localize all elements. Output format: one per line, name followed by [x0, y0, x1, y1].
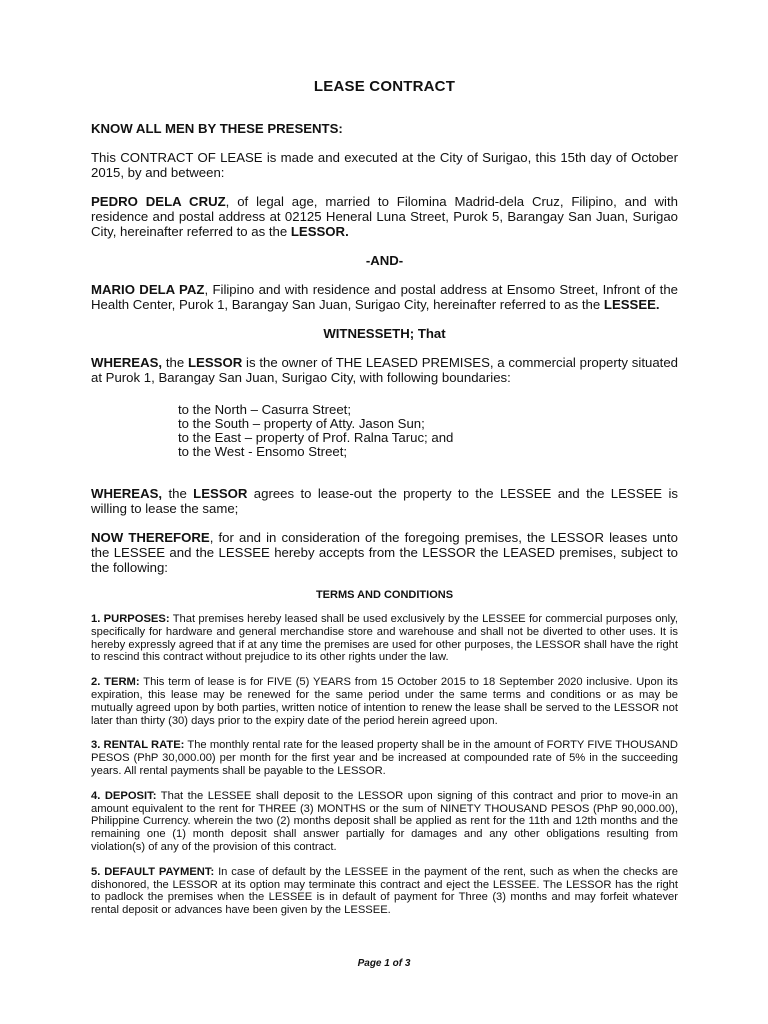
- lessor-details: , of legal age, married to Filomina Madrid-dela Cruz, Filipino, and with residence and postal address at 02125 Heneral Luna Street, Purok 5, Barangay San Juan, Surigao City, hereinafter referred to as the: [91, 194, 678, 239]
- whereas-agree-paragraph: [91, 486, 678, 516]
- term-deposit: [91, 790, 678, 854]
- term-purposes: [91, 613, 678, 664]
- whereas-text: agrees to lease-out the property to the LESSEE and the LESSEE is willing to lease the same;: [91, 486, 678, 516]
- term-label: 5. DEFAULT PAYMENT:: [91, 865, 215, 878]
- now-therefore-paragraph: [91, 530, 678, 575]
- terms-heading: TERMS AND CONDITIONS: [315, 589, 454, 601]
- term-text: In case of default by the LESSEE in the payment of the rent, such as when the checks are dishonored, the LESSOR at its option may terminate this contract and eject the LESSEE. The LESSOR has the right to padlock the premises when the LESSEE is in default of payment for Three (3) months and may forfeit whatever rental deposit or advances have been given by the LESSEE.: [91, 865, 678, 917]
- term-label: 1. PURPOSES:: [91, 613, 170, 625]
- document-title: LEASE CONTRACT: [313, 78, 456, 95]
- term-text: The monthly rental rate for the leased property shall be in the amount of FORTY FIVE THOUSAND PESOS (PhP 30,000.00) per month for the first year and be increased at compounded rate of 5% in the succeeding years. All rental payments shall be payable to the LESSOR.: [91, 739, 678, 777]
- lessor-name: PEDRO DELA CRUZ: [91, 194, 226, 209]
- witnesseth-heading: WITNESSETH; That: [323, 326, 446, 341]
- intro-paragraph: This CONTRACT OF LEASE is made and executed at the City of Surigao, this 15th day of October 2015, by and between:: [91, 150, 678, 180]
- whereas-connector: the: [162, 486, 194, 501]
- whereas-party: LESSOR: [188, 355, 243, 370]
- lessor-role: LESSOR.: [290, 224, 349, 239]
- boundary-west: to the West - Ensomo Street;: [178, 444, 348, 459]
- and-separator: -AND-: [365, 253, 404, 268]
- term-text: That the LESSEE shall deposit to the LESSOR upon signing of this contract and prior to move-in an amount equivalent to the rent for THREE (3) MONTHS or the sum of NINETY THOUSAND PESOS (PhP 90,000.00), Philippine Currency. wherein the two (2) months deposit shall be applied as rent for the 11th and 12th months and the remaining one (1) month deposit shall answer partially for damages and any other obligations resulting from violation(s) of any of the provision of this contract.: [91, 789, 678, 853]
- lessee-name: MARIO DELA PAZ: [91, 282, 205, 297]
- boundaries-list: [91, 403, 678, 459]
- term-default-payment: [91, 866, 678, 917]
- page-number-footer: Page 1 of 3: [357, 958, 411, 969]
- term-label: 3. RENTAL RATE:: [91, 739, 185, 752]
- whereas-lead: WHEREAS,: [91, 355, 163, 370]
- boundary-east: to the East – property of Prof. Ralna Taruc; and: [178, 430, 454, 445]
- term-rental-rate: [91, 739, 678, 777]
- term-term: [91, 676, 678, 727]
- whereas-text: is the owner of THE LEASED PREMISES, a commercial property situated at Purok 1, Barangay San Juan, Surigao City, with following boundaries:: [91, 355, 678, 385]
- lessor-paragraph: [91, 194, 678, 239]
- term-label: 2. TERM:: [91, 676, 140, 689]
- term-label: 4. DEPOSIT:: [91, 789, 157, 802]
- whereas-lead: WHEREAS,: [91, 486, 163, 501]
- whereas-connector: the: [162, 355, 188, 370]
- boundary-south: to the South – property of Atty. Jason Sun;: [178, 416, 425, 431]
- lessee-details: , Filipino and with residence and postal address at Ensomo Street, Infront of the Health Center, Purok 1, Barangay San Juan, Surigao City, hereinafter referred to as the: [91, 282, 678, 312]
- whereas-party: LESSOR: [193, 486, 248, 501]
- now-therefore-text: , for and in consideration of the foregoing premises, the LESSOR leases unto the LESSEE and the LESSEE hereby accepts from the LESSOR the LEASED premises, subject to the following:: [91, 530, 678, 575]
- boundary-north: to the North – Casurra Street;: [178, 402, 351, 417]
- term-text: That premises hereby leased shall be used exclusively by the LESSEE for commercial purposes only, specifically for hardware and general merchandise store and warehouse and shall not be diverted to other uses. It is hereby expressly agreed that if at any time the premises are used for other purposes, the LESSOR shall have the right to rescind this contract without prejudice to its other rights under the law.: [91, 613, 678, 664]
- term-text: This term of lease is for FIVE (5) YEARS from 15 October 2015 to 18 September 2020 inclusive. Upon its expiration, this lease may be renewed for the same period under the same terms and conditions or as may be mutually agreed upon by both parties, written notice of intention to renew the lease shall be served to the LESSOR not later than thirty (30) days prior to the expiry date of the period herein agreed upon.: [91, 676, 679, 727]
- whereas-owner-paragraph: [91, 355, 678, 385]
- now-therefore-lead: NOW THEREFORE: [91, 530, 210, 545]
- know-all-men-heading: KNOW ALL MEN BY THESE PRESENTS:: [91, 121, 343, 136]
- lessee-role: LESSEE.: [603, 297, 660, 312]
- lessee-paragraph: [91, 282, 678, 312]
